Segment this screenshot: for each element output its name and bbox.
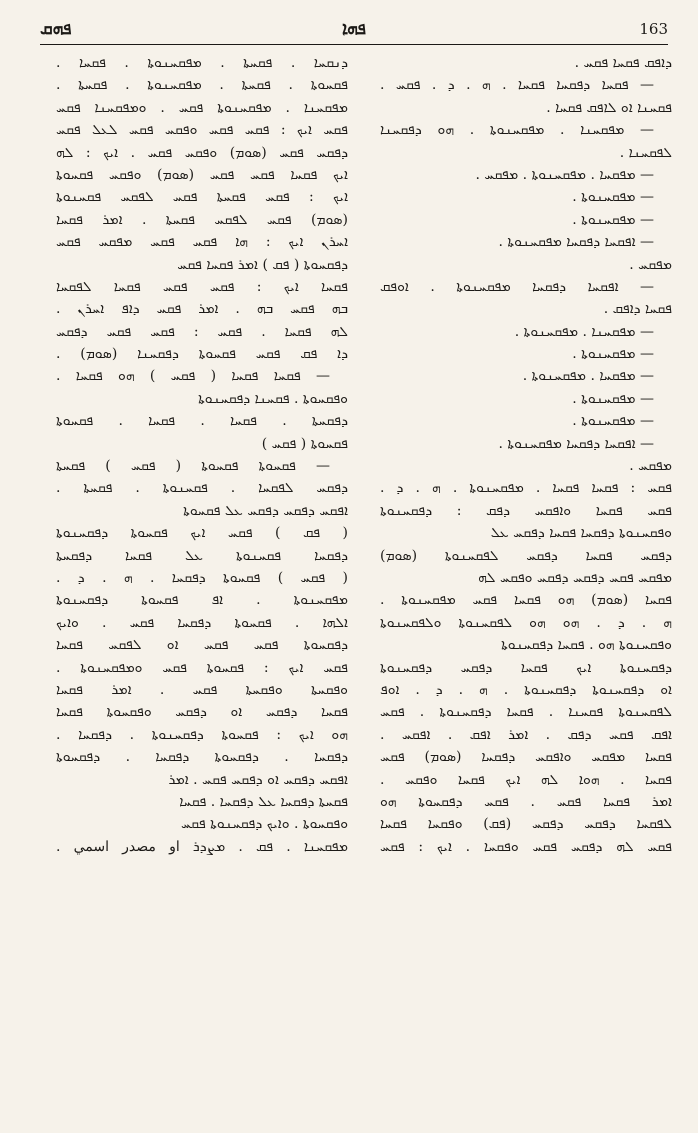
text-line: ܕܦܩܚ ܠܦܩܚܐ . ܦܩܚܢܘܬܐ . ܦܩܚܬܐ . (56, 480, 348, 497)
text-line: ܐܦܩ ܦܩܚ ܕܦܩ . ܐܡܪ ܐܦܩ . ܐܦܩܚ . (380, 726, 672, 743)
text-line: ܕܐܦܩ ܦܩܚܐ ܦܩܚ . (574, 55, 672, 71)
text-line: ܠܦܩܚܢܘܬܐ ܦܩܚܢܐ . ܦܩܚܐ ܕܦܩܚܢܘܬܐ . ܦܩܚ (380, 704, 672, 721)
text-line: ܐܚܪܢ ܐܝܟ : ܗܐ ܦܩܚ ܦܩܚ ܡܦܩܚ ܦܩܚ (56, 234, 348, 251)
text-line: ܦܩܚܐ ܕܦܩܚ ܐܘ ܕܦܩܚ ܘܦܩܚܘܬܐ ܦܩܚܐ (56, 704, 348, 721)
header-left-word: ܦܗܩ (40, 19, 72, 39)
text-line: — ܐܦܩܚܐ ܕܦܩܚܐ ܡܦܩܚܢܘܬܐ . ܐܘܦܩ (380, 278, 654, 295)
text-line: ܡܦܩܚ . (629, 458, 672, 475)
text-line: ܦܩܚ : ܦܩܚܐ ܦܩܚܐ . ܡܦܩܚܢܘܬܐ . ܗ . ܕ . (380, 480, 672, 497)
text-line: ܦܩܚ ܠܗ ܕܦܩܚ ܦܩܚ ܘܦܩܚܐ . ܐܝܟ : ܦܩܚ (380, 838, 672, 855)
text-line: — ܡܦܩܚܐ . ܡܦܩܚܢܘܬܐ . ܡܦܩܚ . (475, 166, 654, 183)
text-line: ܗܘ ܐܝܟ : ܦܩܚܘܬܐ ܕܦܩܚܢܘܬܐ . ܕܦܩܚܐ . (56, 726, 348, 743)
text-line: ܠܦܩܚܐ ܕܦܩܚ ܕܦܩܚ (ܦܩ) ܘܦܩܚܐ ܦܩܚܐ (380, 816, 672, 833)
text-line: — ܦܩܚܐ ܕܦܩܚܐ ܦܩܚܐ . ܗ . ܕ . ܦܩܚ . (380, 77, 654, 94)
text-line: ܕܐ ܦܩ ܦܩܚ ܦܩܚܘܬܐ ܕܦܩܚܢܐ (ܣܘܡ) . (56, 346, 348, 363)
text-line: — ܡܦܩܚܢܘܬܐ . (572, 413, 654, 430)
text-line: ܕܦܩܚ ܦܩܚ (ܣܘܡ) ܘܦܩܚ ܦܩܚ . ܐܝܟ : ܠܗ (56, 144, 348, 161)
text-line: ܐܝܟ ܦܩܚܐ ܦܩܚ ܦܩܚ (ܣܘܡ) ܘܦܩܚ ܦܩܚܘܬܐ (56, 166, 348, 183)
text-line: ܦܩܚ ܦܩܚܐ ܘܐܦܩܚ ܕܦܩ : ܕܦܩܚܢܘܬܐ (380, 502, 672, 519)
text-line: ܕܦܩܚܘܬܐ ܦܩܚ ܦܩܚ ܐܘ ܠܦܩܚ ܦܩܚܐ (56, 637, 348, 654)
text-line: ܕܦܩܚܐ ܦܩܚܢܘܬܐ ܥܠ ܦܩܚܐ ܕܦܩܚܬܐ (56, 547, 348, 564)
text-line: ܦܩܚܢܐ ܐܘ ܠܐܦܩ ܦܩܚܐ . (546, 99, 672, 116)
text-line: ܦܩܚ ܐܝܟ : ܦܩܚܘܬܐ ܦܩܚ ܘܡܦܩܚܢܘܬܐ . (56, 659, 348, 676)
text-line: ܦܩܚܐ (ܣܘܡ) ܗܘ ܦܩܚܐ ܦܩܚ ܡܦܩܚܢܘܬܐ . (380, 592, 672, 609)
text-line: ܕܦܩܚܢܘܬܐ ܐܝܟ ܦܩܚܐ ܕܦܩܚ ܕܦܩܚܢܘܬܐ (380, 659, 672, 676)
text-line: ܦܩܚܬܐ ܕܦܩܚܐ ܥܠ ܕܦܩܚܐ . ܦܩܚܐ (179, 793, 348, 810)
text-line: ܘܦܩܚܢܘܬܐ ܗܘ . ܦܩܚܐ ܕܦܩܚܢܘܬܐ (501, 637, 672, 654)
text-line: ܕܦܩܚܘܬܐ ( ܦܩ ) ܐܡܪ ܦܩܚܐ ܦܩܚ (177, 256, 348, 273)
text-line: ܦܩܚ ܐܝܟ : ܦܩܚ ܦܩܚ ܘܦܩܚ ܦܩܚ ܠܥܠ ܦܩܚ (56, 122, 348, 139)
text-line: — ܦܩܚܘܬܐ ܦܩܚܘܬܐ ( ܦܩܚ ) ܦܩܚܬܐ (56, 458, 330, 475)
text-line: ܡܦܩܚܢܘܬܐ . ܐܦ ܦܩܚܘܬܐ ܕܦܩܚܢܘܬܐ (56, 592, 348, 609)
text-line: ܐܦܩܚ ܕܦܩܚ ܕܦܩܚ ܥܠ ܦܩܚܘܬܐ (183, 502, 348, 519)
text-line: — ܐܦܩܚܐ ܕܦܩܚܐ ܡܦܩܚܢܘܬܐ . (498, 234, 654, 251)
text-line: ܕܦܩܚܐ . ܕܦܩܚܘܬܐ ܕܦܩܚܐ . ܕܦܩܚܘܬܐ (56, 749, 348, 766)
text-line: ܕܢܩܚܐ . ܦܩܚܬܐ . ܡܦܩܚܢܘܬܐ . ܦܩܚܐ . (56, 55, 348, 71)
running-head (40, 18, 668, 44)
text-line: ܦܩܚܘܬܐ . ܦܩܚܬܐ . ܡܦܩܚܢܘܬܐ . ܦܩܚܬܐ . (56, 77, 348, 94)
text-line: ܘܦܩܚܬܐ ܘܦܩܚܬܐ ܦܩܚ . ܐܡܪ ܦܩܚܐ (56, 681, 348, 698)
text-line: — ܡܦܩܚܢܘܬܐ . (572, 390, 654, 407)
right-column (380, 52, 672, 1112)
text-line: ܗ . ܕ . ܗܘ ܗܘ ܠܦܩܚܢܘܬܐ ܘܠܦܩܚܢܘܬܐ (380, 614, 672, 631)
text-line: — ܡܦܩܚܢܐ . ܡܦܩܚܢܘܬܐ . ܗܘ ܕܦܩܚܢܐ (380, 122, 654, 139)
text-line: ܐܡܪ ܦܩܚܐ ܦܩܚ . ܦܩܚ ܕܦܩܚܘܬܐ ܗܘ (380, 793, 672, 810)
text-line: ܦܩܚܘܬܐ ( ܦܩܚ ) (261, 435, 348, 452)
text-line: ܘܦܩܚܢܘܬܐ ܕܦܩܚܐ ܦܩܚܐ ܕܦܩܚ ܥܠ (490, 525, 672, 542)
text-line: — ܡܦܩܚܢܐ . ܡܦܩܚܢܘܬܐ . (514, 323, 654, 340)
text-line: ܡܦܩܚܢܐ . ܦܩ . ܡܨܕܪ او مصدر اسمي . (56, 838, 348, 855)
text-line: ܐܘ ܕܦܩܚܢܘܬܐ ܕܦܩܚܢܘܬܐ . ܗ . ܕ . ܐܘܦ (380, 681, 672, 698)
text-line: — ܡܦܩܚܐ . ܡܦܩܚܢܘܬܐ . (522, 368, 654, 385)
text-line: ܡܦܩܚܢܐ . ܡܦܩܚܢܘܬܐ ܦܩܚ . ܘܡܦܩܚܢܐ ܦܩܚ (56, 99, 348, 116)
text-line: ܦܩܚܐ ܕܐܦܩ . (603, 301, 672, 318)
text-line: ܐܝܟ : ܦܩܚ ܦܩܚܬܐ ܦܩܚ ܠܦܩܚ ܦܩܚܢܘܬܐ (56, 189, 348, 206)
text-line: ܦܩܚܐ ܐܝܟ : ܦܩܚ ܦܩܚ ܦܩܚܐ ܠܦܩܚܐ (56, 278, 348, 295)
text-line: ܡܦܩܚ . (629, 256, 672, 273)
text-line: ܐܦܩܚ ܕܦܩܚ ܐܘ ܕܦܩܚ ܦܩܚ . ܐܡܪ (168, 771, 348, 788)
text-line: (ܣܘܡ) ܦܩܚ ܠܦܩܚ ܦܩܚܬܐ . ܐܡܪ ܦܩܚܐ (56, 211, 348, 228)
text-line: ( ܦܩ ) ܦܩܚ ܐܝܟ ܦܩܚܘܬܐ ܕܦܩܚܢܘܬܐ (56, 525, 348, 542)
text-line: ܕܦܩܚܬܐ . ܦܩܚܐ . ܦܩܚܐ . ܦܩܚܘܬܐ (56, 413, 348, 430)
text-line: ܠܗ ܦܩܚܐ . ܦܩܚ : ܦܩܚ ܦܩܚ ܕܦܩܚ (56, 323, 348, 340)
text-line: ܦܩܚܐ . ܗܘܐ ܠܗ ܐܝܟ ܦܩܚܐ ܘܦܩܚ . (380, 771, 672, 788)
text-line: ܐܠܗܐ . ܦܩܚܘܬܐ ܕܦܩܚܐ ܦܩܚ . ܘܐܝܟ (56, 614, 348, 631)
header-center-word: ܦܗܐ (342, 19, 366, 39)
text-line: ܘܦܩܚܘܬܐ . ܦܩܚܢܐ ܕܦܩܚܢܘܬܐ (198, 390, 348, 407)
text-line: ܒܗ ܦܩܚ ܒܗ . ܐܡܪ ܦܩܚ ܕܐܦ ܐܚܪܢ . (56, 301, 348, 318)
text-line: — ܐܦܩܚܐ ܕܦܩܚܐ ܡܦܩܚܢܘܬܐ . (498, 435, 654, 452)
text-line: ܘܦܩܚܘܬܐ . ܘܐܝܟ ܕܦܩܚܢܘܬܐ ܦܩܚ (181, 816, 348, 833)
text-line: ( ܦܩܚ ) ܦܩܚܘܬܐ ܕܦܩܚܐ . ܗ . ܕ . (56, 569, 348, 586)
text-line: ܕܦܩܚ ܦܩܚܐ ܕܦܩܚ ܠܦܩܚܢܘܬܐ (ܣܘܡ) (380, 547, 672, 564)
left-column (56, 52, 348, 1112)
page-number: 163 (639, 20, 668, 38)
text-line: — ܡܦܩܚܢܘܬܐ . (572, 211, 654, 228)
text-line: ܦܩܚܐ ܡܦܩܚ ܘܐܦܩܚ ܕܦܩܚܐ (ܣܘܡ) ܦܩܚ (380, 749, 672, 766)
text-line: ܠܦܩܚܢܐ . (619, 144, 672, 161)
header-rule (40, 44, 668, 45)
text-line: ܡܦܩܚ ܦܩܚ ܕܦܩܚ ܕܦܩܚ ܘܦܩܚ ܠܗ (478, 569, 672, 586)
text-line: — ܡܦܩܚܢܘܬܐ . (572, 189, 654, 206)
text-line: — ܡܦܩܚܢܘܬܐ . (572, 346, 654, 363)
text-line: — ܦܩܚܐ ܦܩܚܐ ( ܦܩܚ ) ܗܘ ܦܩܚܐ . (56, 368, 330, 385)
